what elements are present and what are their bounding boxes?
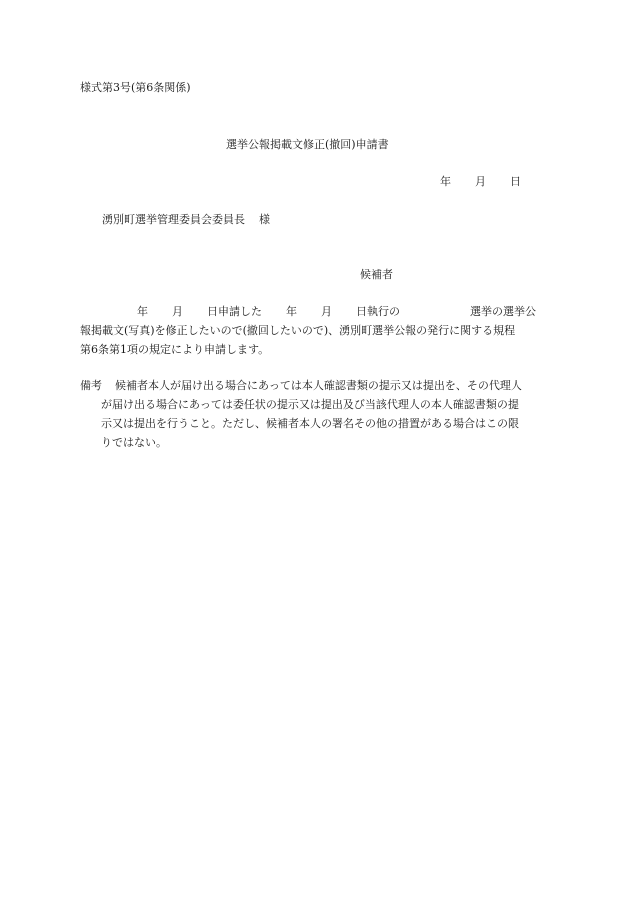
body-day-held: 日執行の <box>356 305 400 318</box>
remarks-line-3: 示又は提出を行うこと。ただし、候補者本人の署名その他の措置がある場合はこの限 <box>101 417 519 430</box>
remarks-line-2: が届け出る場合にあっては委任状の提示又は提出及び当該代理人の本人確認書類の提 <box>101 398 519 411</box>
candidate-label: 候補者 <box>360 268 393 281</box>
body-year-1: 年 <box>137 305 148 318</box>
document-title: 選挙公報掲載文修正(撤回)申請書 <box>226 138 389 151</box>
body-year-2: 年 <box>286 305 297 318</box>
date-year-label: 年 <box>440 175 451 188</box>
remarks-line-1: 候補者本人が届け出る場合にあっては本人確認書類の提示又は提出を、その代理人 <box>115 379 522 392</box>
remarks-line-4: りではない。 <box>101 436 167 449</box>
addressee-line <box>102 213 270 226</box>
body-day-applied: 日申請した <box>207 305 262 318</box>
body-line-2: 報掲載文(写真)を修正したいので(撤回したいので)、湧別町選挙公報の発行に関する規程 <box>80 324 516 337</box>
date-month-label: 月 <box>475 175 486 188</box>
body-line-3: 第6条第1項の規定により申請します。 <box>80 343 270 356</box>
body-line-1 <box>137 305 536 318</box>
addressee-name: 湧別町選挙管理委員会委員長 <box>102 213 245 226</box>
date-line <box>440 175 521 188</box>
body-month-2: 月 <box>321 305 332 318</box>
body-election-end: 選挙の選挙公 <box>470 305 536 318</box>
remarks-label: 備考 <box>80 379 102 392</box>
addressee-honorific: 様 <box>259 213 270 226</box>
form-number: 様式第3号(第6条関係) <box>80 81 191 94</box>
body-month-1: 月 <box>172 305 183 318</box>
date-day-label: 日 <box>510 175 521 188</box>
